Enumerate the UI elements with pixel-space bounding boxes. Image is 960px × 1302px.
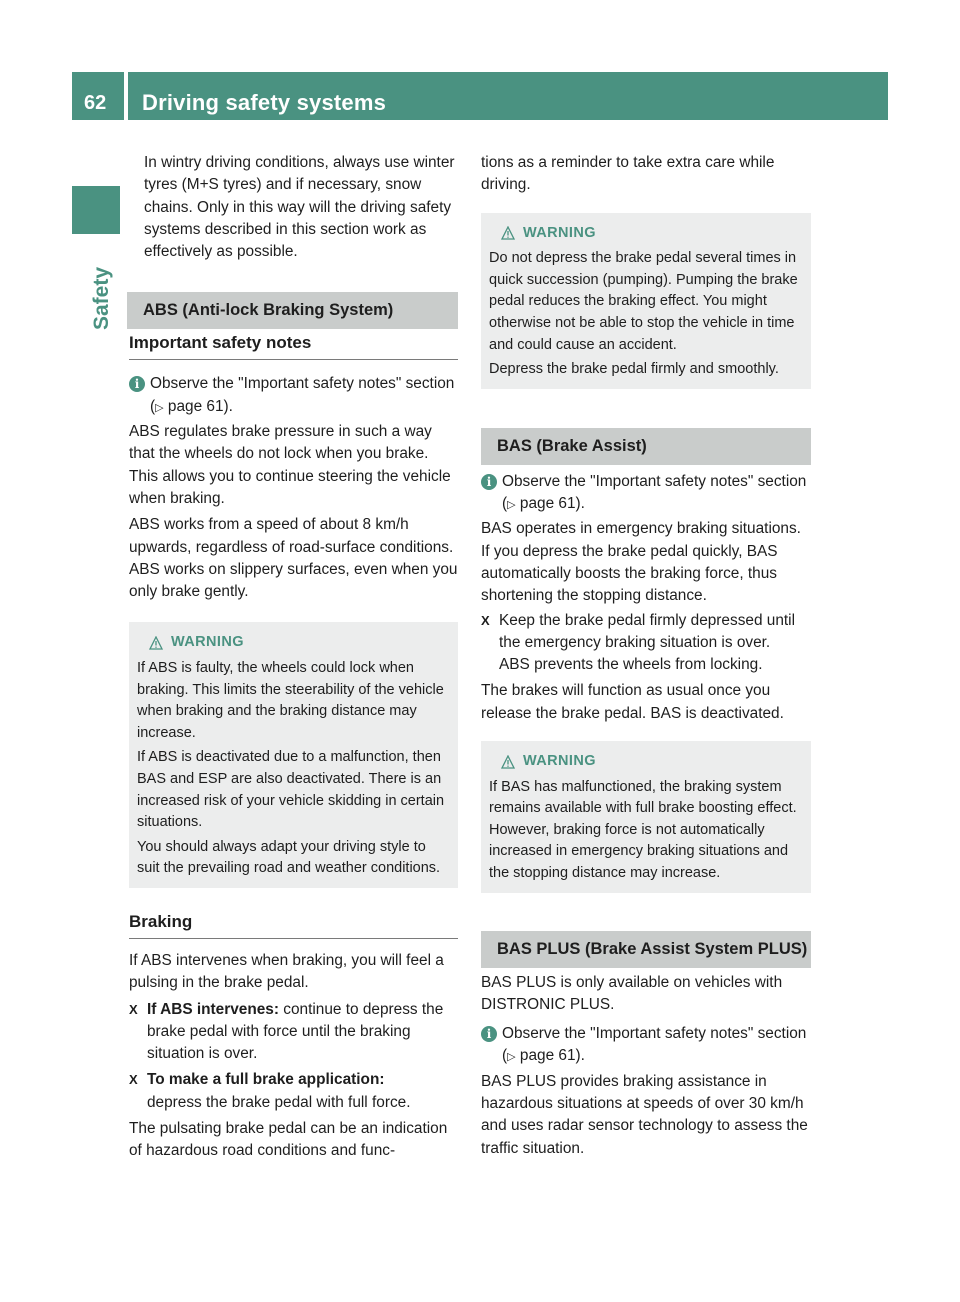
braking-paragraph-2: The pulsating brake pedal can be an indication of hazardous road conditions and func-	[129, 1120, 448, 1160]
warning-title: WARNING	[523, 753, 596, 770]
bas-plus-paragraph-2: BAS PLUS provides braking assistance in hazardous situations at speeds of over 30 km/h and uses radar sensor technology to assess the traffic situation.	[481, 1072, 808, 1157]
page-reference-link[interactable]: page 61).	[519, 1047, 585, 1065]
braking-paragraph-1: If ABS intervenes when braking, you will feel a pulsing in the brake pedal.	[129, 951, 444, 992]
step-arrow-icon: X	[481, 612, 490, 628]
side-tab-label: Safety	[90, 266, 113, 330]
step-text-2: ABS prevents the wheels from locking.	[499, 656, 763, 674]
left-column	[129, 152, 458, 1163]
warning-triangle-icon	[501, 226, 515, 240]
right-column	[481, 152, 811, 1160]
bas-plus-heading: BAS PLUS (Brake Assist System PLUS)	[481, 931, 811, 968]
reference-arrow-icon: ▷	[507, 499, 516, 512]
info-icon: i	[481, 474, 497, 490]
step-arrow-icon: X	[129, 1072, 138, 1088]
warning-text-3: You should always adapt your driving style to suit the prevailing road and weather conditions.	[137, 838, 441, 877]
step-item	[129, 999, 458, 1066]
warning-box-abs	[129, 622, 458, 888]
section-title: Driving safety systems	[142, 90, 387, 115]
important-safety-notes-heading: Important safety notes	[129, 331, 458, 360]
side-tab	[86, 242, 126, 332]
bas-heading: BAS (Brake Assist)	[481, 428, 811, 465]
page-reference-link[interactable]: page 61).	[519, 495, 585, 513]
step-item	[481, 610, 811, 677]
warning-text-2: Depress the brake pedal firmly and smoothly.	[489, 361, 779, 378]
info-text: Observe the "Important safety notes" section (▷ page 61).	[502, 1025, 807, 1065]
page-reference-link[interactable]: page 61).	[167, 397, 233, 415]
info-text: Observe the "Important safety notes" section (▷ page 61).	[502, 472, 807, 513]
warning-text: If BAS has malfunctioned, the braking system remains available with full brake boosting effect. However, braking force is not automatically increased in emergency braking situations and the stopping distance may increase.	[489, 778, 797, 881]
page-number: 62	[84, 92, 107, 114]
info-icon: i	[481, 1026, 497, 1042]
reference-arrow-icon: ▷	[507, 1051, 516, 1064]
info-note	[481, 471, 811, 517]
step-item	[129, 1069, 458, 1114]
braking-heading: Braking	[129, 910, 458, 939]
abs-heading: ABS (Anti-lock Braking System)	[127, 292, 458, 329]
bas-plus-paragraph-1: BAS PLUS is only available on vehicles with DISTRONIC PLUS.	[481, 973, 783, 1013]
warning-text: Do not depress the brake pedal several times in quick succession (pumping). Pumping the brake pedal reduces the braking effect. You might otherwise not be able to stop the vehicle in time and could cause an accident.	[489, 250, 798, 353]
info-text: Observe the "Important safety notes" section (▷ page 61).	[150, 375, 455, 415]
step-bold: To make a full brake application:	[147, 1071, 385, 1089]
header-divider	[124, 72, 128, 120]
continued-paragraph: tions as a reminder to take extra care while driving.	[481, 154, 775, 194]
bas-paragraph-1: BAS operates in emergency braking situations. If you depress the brake pedal quickly, BAS automatically boosts the braking force, thus shortening the stopping distance.	[481, 520, 801, 605]
bas-paragraph-2: The brakes will function as usual once you release the brake pedal. BAS is deactivated.	[481, 682, 784, 722]
warning-title: WARNING	[171, 634, 244, 651]
step-text: depress the brake pedal with full force.	[147, 1093, 411, 1111]
step-arrow-icon: X	[129, 1001, 138, 1017]
warning-triangle-icon	[501, 755, 515, 769]
warning-text-2: If ABS is deactivated due to a malfunction, then BAS and ESP are also deactivated. There is an increased risk of your vehicle skidding in certain situations.	[137, 749, 445, 831]
warning-triangle-icon	[149, 636, 163, 650]
step-bold: If ABS intervenes:	[147, 1000, 279, 1018]
info-icon: i	[129, 376, 145, 392]
step-text: Keep the brake pedal firmly depressed until the emergency braking situation is over.	[499, 611, 796, 651]
warning-box-pumping	[481, 213, 811, 389]
warning-box-bas-malfunction	[481, 741, 811, 893]
abs-paragraph-2: ABS works from a speed of about 8 km/h upwards, regardless of road-surface conditions. ABS works on slippery surfaces, even when you only brake gently.	[129, 516, 458, 601]
reference-arrow-icon: ▷	[155, 401, 164, 414]
side-tab-marker	[72, 186, 120, 234]
info-note	[481, 1023, 811, 1069]
warning-title: WARNING	[523, 224, 596, 241]
info-note	[129, 373, 458, 419]
warning-text-1: If ABS is faulty, the wheels could lock when braking. This limits the steerability of the vehicle when braking and the braking distance may increase.	[137, 660, 444, 741]
step-text: continue to depress the brake pedal with force until the braking situation is over.	[147, 1000, 444, 1063]
intro-paragraph: In wintry driving conditions, always use winter tyres (M+S tyres) and if necessary, snow chains. Only in this way will the driving safety systems described in this section work as effectively as possible.	[144, 154, 455, 261]
abs-paragraph-1: ABS regulates brake pressure in such a way that the wheels do not lock when you brake. This allows you to continue steering the vehicle when braking.	[129, 423, 451, 507]
